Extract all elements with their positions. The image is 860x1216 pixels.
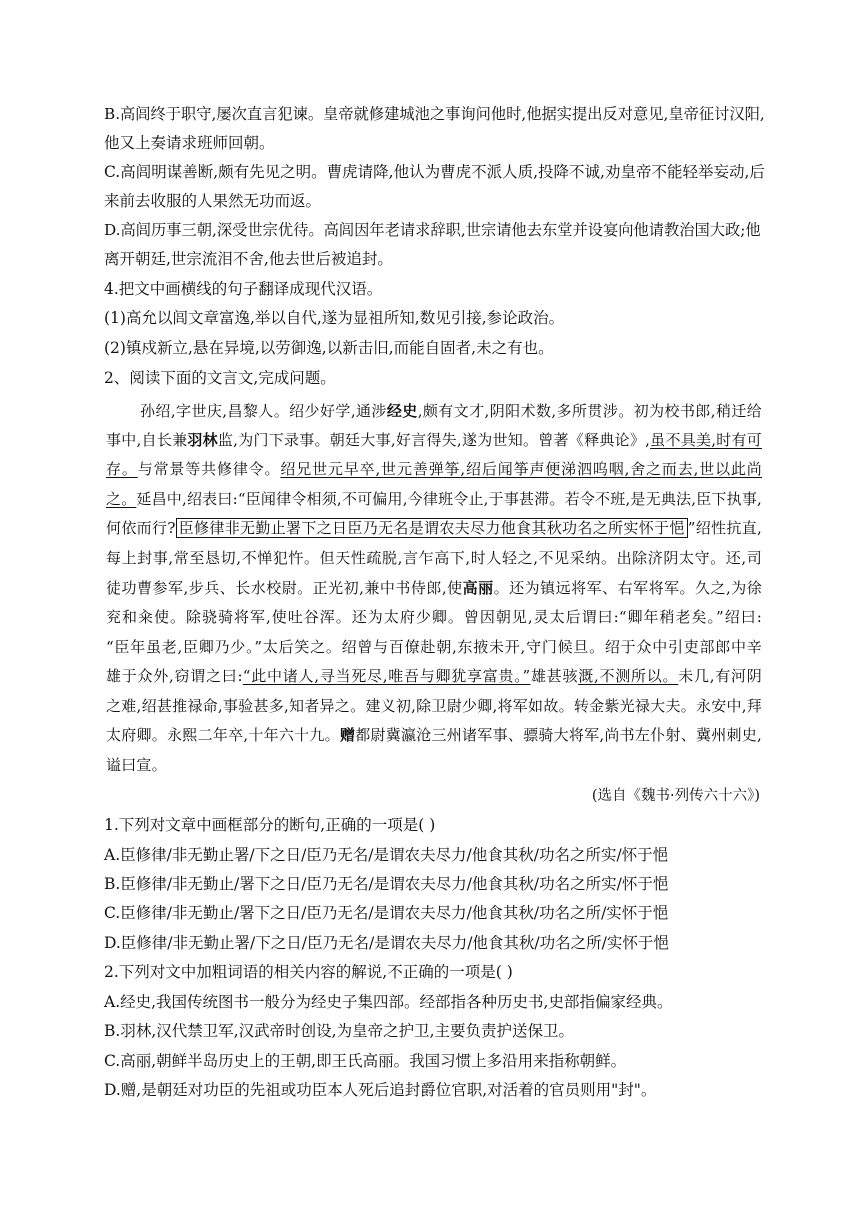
bold-term-yulin: 羽林 bbox=[187, 431, 218, 449]
passage-line-11: 之难,绍甚推禄命,事验甚多,知者异之。建义初,除卫尉少卿,将军如故。转金紫光禄大夫。永安中,拜 bbox=[106, 697, 762, 715]
q3-option-d-line2: 离开朝廷,世宗流泪不舍,他去世后被追封。 bbox=[104, 250, 393, 268]
q1-option-b: B.臣修律/非无勤止/署下之日/臣乃无名/是谓农夫尽力/他食其秋/功名之所实/怀于悒 bbox=[104, 875, 669, 893]
q2-option-c: C.高丽,朝鲜半岛历史上的王朝,即王氏高丽。我国习惯上多沿用来指称朝鲜。 bbox=[104, 1052, 627, 1070]
bold-term-jingshi: 经史 bbox=[386, 402, 418, 420]
q2-option-a: A.经史,我国传统图书一般分为经史子集四部。经部指各种历史书,史部指偏家经典。 bbox=[104, 993, 673, 1011]
passage-line-9: “臣年虽老,臣卿乃少。”太后笑之。绍曾与百僚赴朝,东掖未开,守门候旦。绍于众中引吏部郎中辛 bbox=[106, 638, 762, 656]
q4-sentence-2: (2)镇戍新立,悬在异境,以劳御逸,以新击旧,而能自固者,未之有也。 bbox=[104, 339, 554, 357]
passage-line-6: 每上封事,常至恳切,不惮犯忤。但天性疏脱,言乍高下,时人轻之,不见采纳。出除济阴太守。还,司 bbox=[106, 549, 762, 567]
q4-title: 4.把文中画横线的句子翻译成现代汉语。 bbox=[104, 280, 383, 298]
q3-option-c-line1: C.高闾明谋善断,颇有先见之明。曹虎请降,他认为曹虎不派人质,投降不诚,劝皇帝不能轻举妄动,后 bbox=[104, 163, 765, 181]
underlined-sentence-2a: 绍兄世元早卒,世元善弹筝,绍后闻筝声便涕泗呜咽,舍之而去,世以此尚 bbox=[280, 460, 762, 478]
q3-option-c-line2: 来前去收服的人果然无功而返。 bbox=[104, 192, 322, 210]
q3-option-d-line1: D.高闾历事三朝,深受世宗优待。高闾因年老请求辞职,世宗请他去东堂并设宴向他请教治国大政;他 bbox=[104, 221, 761, 239]
bold-term-gaoli: 高丽 bbox=[462, 579, 494, 597]
underlined-sentence-4: 溉,不测所以。 bbox=[578, 667, 679, 685]
underlined-sentence-1a: 虽不具美,时有可 bbox=[650, 431, 762, 449]
passage-line-4: 之。延昌中,绍表曰:“臣闻律令相须,不可偏用,今律班令止,于事甚滞。若令不班,是无典法,臣下执事, bbox=[106, 490, 762, 508]
underlined-sentence-3: “此中诸人,寻当死尽,唯吾与卿犹享富贵。” bbox=[242, 667, 531, 685]
q1-stem: 1.下列对文章中画框部分的断句,正确的一项是( ) bbox=[104, 816, 436, 834]
section2-title: 2、阅读下面的文言文,完成问题。 bbox=[104, 369, 336, 387]
passage-line-7: 徒功曹参军,步兵、长水校尉。正光初,兼中书侍郎,使高丽。还为镇远将军、右军将军。久之,为徐 bbox=[106, 579, 762, 597]
passage-line-3: 存。与常景等共修律令。绍兄世元早卒,世元善弹筝,绍后闻筝声便涕泗呜咽,舍之而去,世以此尚 bbox=[106, 460, 762, 478]
bold-term-zeng: 赠 bbox=[339, 726, 356, 744]
q2-option-d: D.赠,是朝廷对功臣的先祖或功臣本人死后追封爵位官职,对活着的官员则用"封"。 bbox=[104, 1081, 657, 1099]
q1-option-d: D.臣修律/非无勤止署/下之日/臣乃无名/是谓农夫尽力/他食其秋/功名之所/实怀于悒 bbox=[104, 934, 669, 952]
q4-sentence-1: (1)高允以闾文章富逸,举以自代,遂为显祖所知,数见引接,参论政治。 bbox=[104, 309, 565, 327]
passage-line-12: 太府卿。永熙二年卒,十年六十九。赠都尉冀瀛沧三州诸军事、骠骑大将军,尚书左仆射、冀州刺史, bbox=[106, 726, 762, 744]
passage-line-5: 何依而行? 臣修律非无勤止署下之日臣乃无名是谓农夫尽力他食其秋功名之所实怀于悒 ”绍性抗直, bbox=[106, 519, 763, 537]
passage-source: (选自《魏书·列传六十六》) bbox=[591, 788, 760, 804]
underlined-sentence-1b: 存。 bbox=[106, 460, 138, 478]
underlined-sentence-2b: 之。 bbox=[106, 490, 137, 508]
q1-option-c: C.臣修律/非无勤止/署下之日/臣乃无名/是谓农夫尽力/他食其秋/功名之所/实怀于悒 bbox=[104, 904, 669, 922]
q3-option-b-line2: 他又上奏请求班师回朝。 bbox=[104, 134, 275, 152]
q2-option-b: B.羽林,汉代禁卫军,汉武帝时创设,为皇帝之护卫,主要负责护送保卫。 bbox=[104, 1022, 575, 1040]
boxed-passage: 臣修律非无勤止署下之日臣乃无名是谓农夫尽力他食其秋功名之所实怀于悒 bbox=[176, 518, 688, 538]
passage-line-13: 谥曰宣。 bbox=[106, 756, 167, 774]
passage-line-2: 事中,自长兼羽林监,为门下录事。朝廷大事,好言得失,遂为世知。曾著《释典论》,虽不具美,时有可 bbox=[106, 431, 762, 449]
q1-option-a: A.臣修律/非无勤止署/下之日/臣乃无名/是谓农夫尽力/他食其秋/功名之所实/怀于悒 bbox=[104, 846, 669, 864]
passage-line-1: 孙绍,字世庆,昌黎人。绍少好学,通涉经史,颇有文才,阴阳术数,多所贯涉。初为校书郎,稍迁给 bbox=[140, 402, 763, 420]
q3-option-b-line1: B.高闾终于职守,屡次直言犯谏。皇帝就修建城池之事询问他时,他据实提出反对意见,皇帝征讨汉阳, bbox=[104, 105, 765, 123]
passage-line-10: 雄于众外,窃谓之曰:“此中诸人,寻当死尽,唯吾与卿犹享富贵。”雄甚骇溉,不测所以。未几,有河阴 bbox=[106, 667, 763, 685]
q2-stem: 2.下列对文中加粗词语的相关内容的解说,不正确的一项是( ) bbox=[104, 963, 513, 981]
passage-line-8: 兖和籴使。除骁骑将军,使吐谷浑。还为太府少卿。曾因朝见,灵太后谓曰:“卿年稍老矣。”绍曰: bbox=[106, 608, 762, 626]
